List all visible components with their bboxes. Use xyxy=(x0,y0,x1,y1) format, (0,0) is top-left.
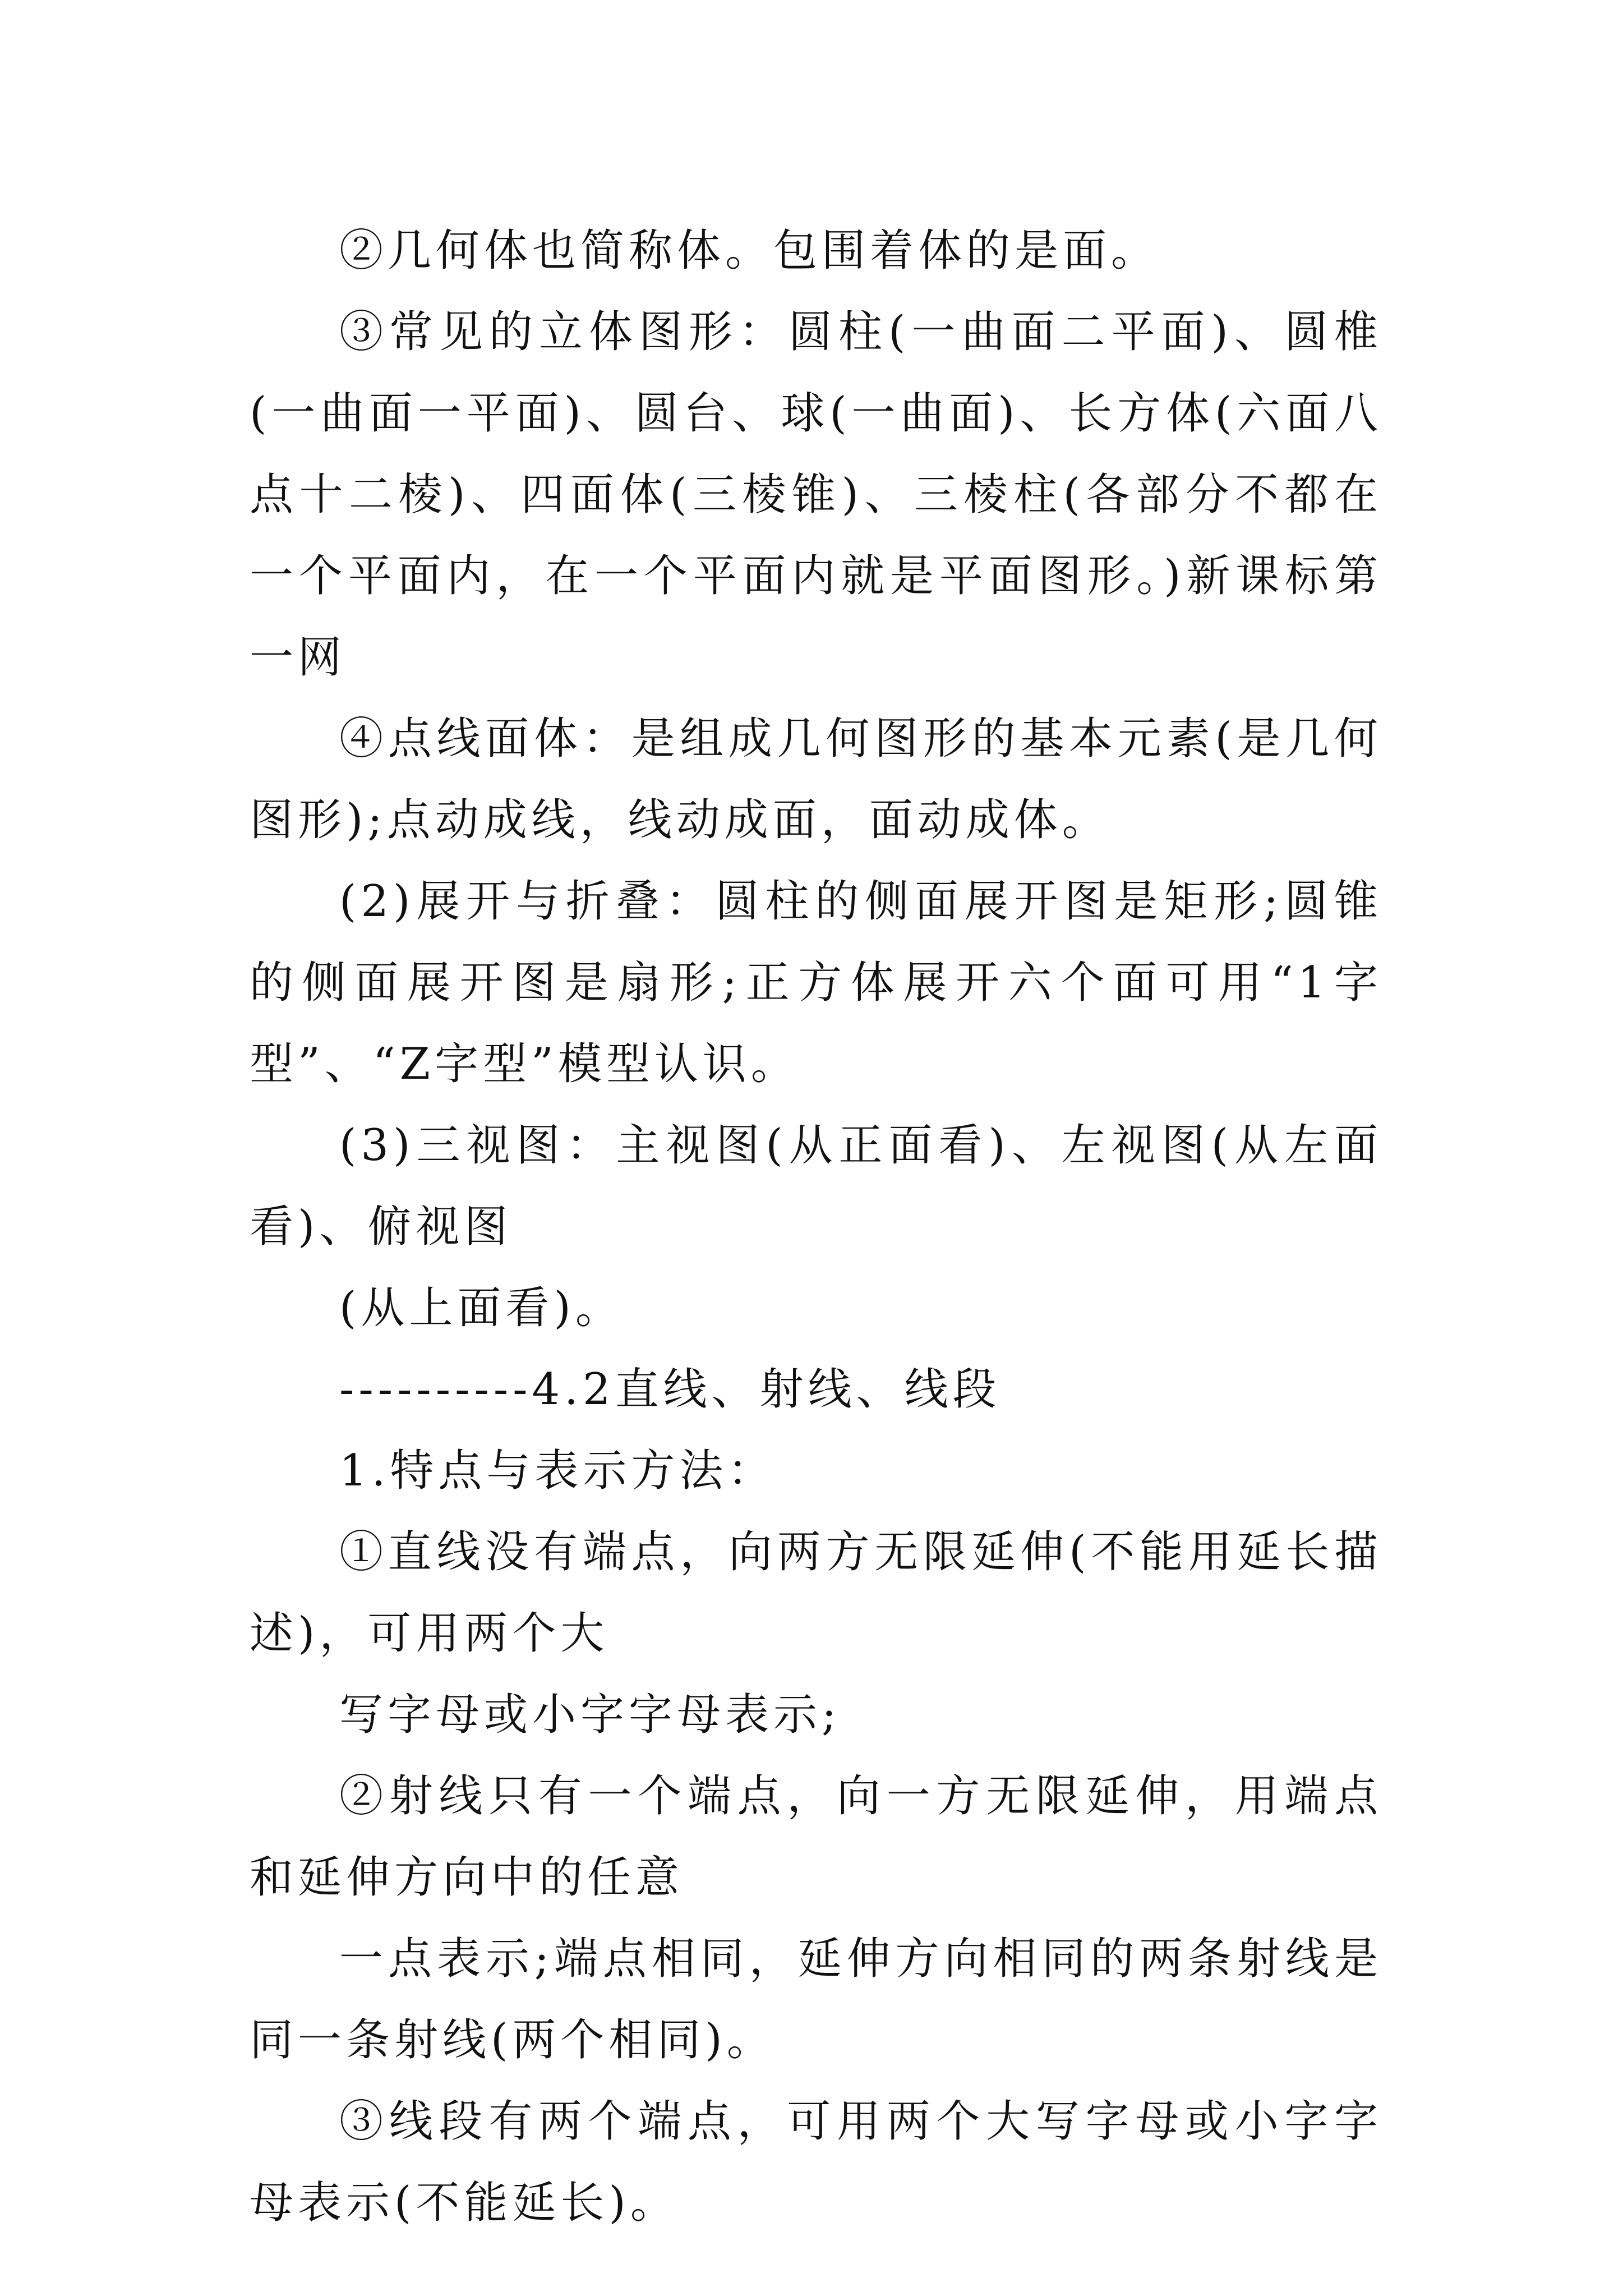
paragraph-ray: ②射线只有一个端点，向一方无限延伸，用端点和延伸方向中的任意 xyxy=(250,1771,1382,1903)
document-body xyxy=(250,210,1382,2244)
paragraph-common-solids: ③常见的立体图形：圆柱(一曲面二平面)、圆椎(一曲面一平面)、圆台、球(一曲面)、长方体(六面八点十二棱)、四面体(三棱锥)、三棱柱(各部分不都在一个平面内，在一个平面内就是平面图形。)新课标第一网 xyxy=(250,307,1382,683)
paragraph-three-views: (3)三视图：主视图(从正面看)、左视图(从左面看)、俯视图 xyxy=(250,1120,1382,1252)
paragraph-straight-line-cont: 写字母或小字字母表示; xyxy=(339,1690,841,1740)
section-heading-4-2: ----------4.2直线、射线、线段 xyxy=(339,1364,1001,1415)
paragraph-segment: ③线段有两个端点，可用两个大写字母或小字字母表示(不能延长)。 xyxy=(250,2096,1382,2228)
paragraph-straight-line: ①直线没有端点，向两方无限延伸(不能用延长描述)，可用两个大 xyxy=(250,1527,1382,1659)
paragraph-unfold-fold: (2)展开与折叠：圆柱的侧面展开图是矩形;圆锥的侧面展开图是扇形;正方体展开六个面可用“1字型”、“Z字型”模型认识。 xyxy=(250,876,1382,1089)
paragraph-point-line-surface: ④点线面体：是组成几何图形的基本元素(是几何图形);点动成线，线动成面，面动成体。 xyxy=(250,714,1382,845)
paragraph-geometry-body: ②几何体也简称体。包围着体的是面。 xyxy=(339,226,1160,276)
paragraph-features-methods: 1.特点与表示方法： xyxy=(339,1446,776,1496)
paragraph-ray-cont: 一点表示;端点相同，延伸方向相同的两条射线是同一条射线(两个相同)。 xyxy=(250,1934,1382,2065)
paragraph-top-view: (从上面看)。 xyxy=(339,1283,624,1333)
